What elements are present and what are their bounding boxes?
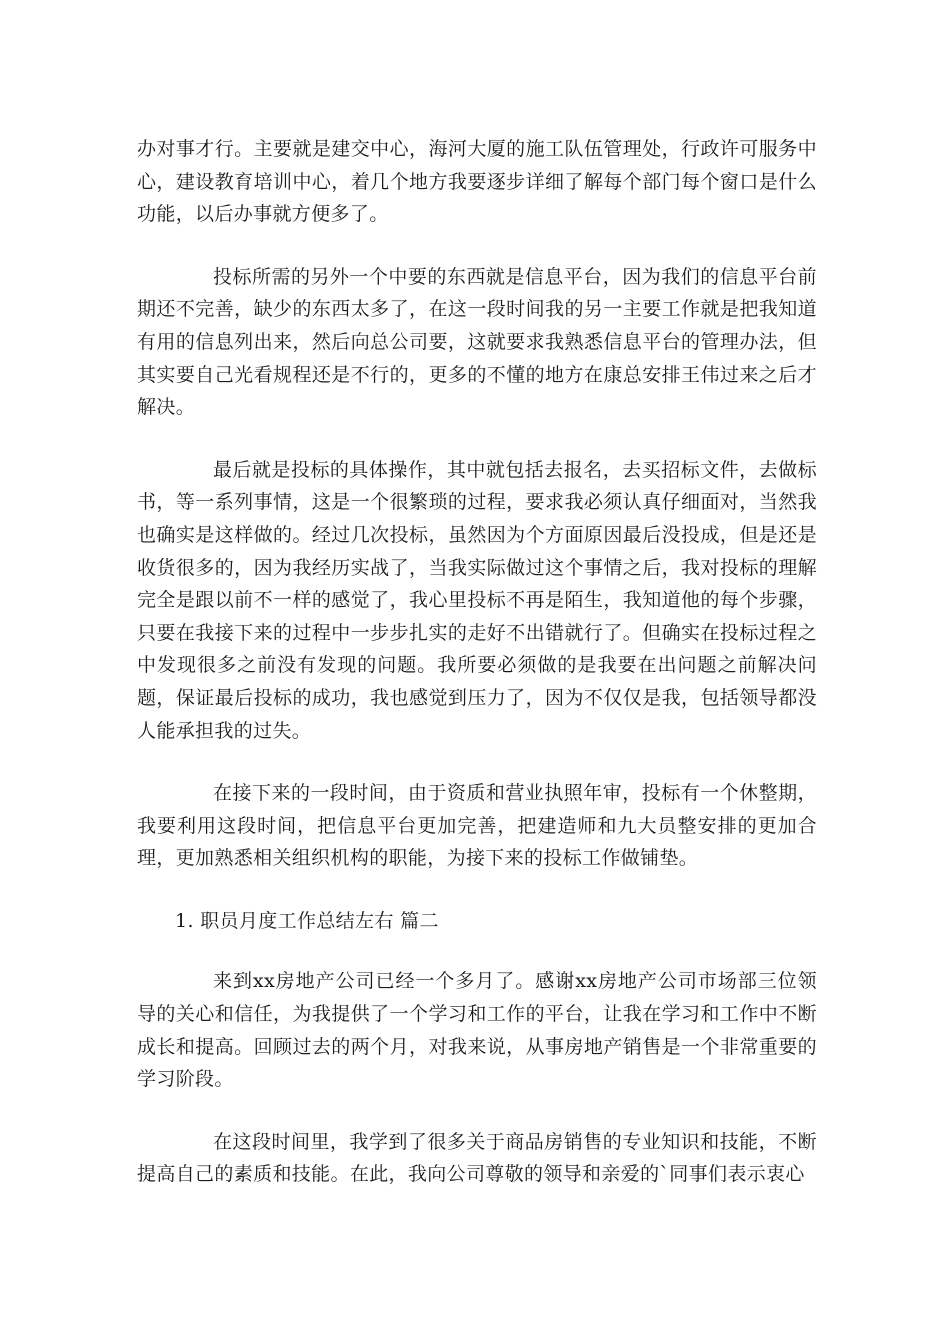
paragraph-continuation: 办对事才行。主要就是建交中心，海河大厦的施工队伍管理处，行政许可服务中心，建设教育培训中心，着几个地方我要逐步详细了解每个部门每个窗口是什么功能，以后办事就方便多了。: [137, 138, 817, 226]
document-body: [137, 133, 817, 1221]
paragraph-info-platform: 投标所需的另外一个中要的东西就是信息平台，因为我们的信息平台前期还不完善，缺少的东西太多了，在这一段时间我的另一主要工作就是把我知道有用的信息列出来，然后向总公司要，这就要求我熟悉信息平台的管理办法，但其实要自己光看规程还是不行的，更多的不懂的地方在康总安排王伟过来之后才解决。: [137, 265, 817, 419]
section-heading: 1. 职员月度工作总结左右 篇二: [175, 909, 439, 932]
paragraph-real-estate-intro: 来到xx房地产公司已经一个多月了。感谢xx房地产公司市场部三位领导的关心和信任，为我提供了一个学习和工作的平台，让我在学习和工作中不断成长和提高。回顾过去的两个月，对我来说，从事房地产销售是一个非常重要的学习阶段。: [137, 970, 817, 1091]
paragraph-learning: 在这段时间里，我学到了很多关于商品房销售的专业知识和技能，不断提高自己的素质和技能。在此，我向公司尊敬的领导和亲爱的`同事们表示衷心: [137, 1130, 817, 1186]
paragraph-bidding-operation: 最后就是投标的具体操作，其中就包括去报名，去买招标文件，去做标书，等一系列事情，这是一个很繁琐的过程，要求我必须认真仔细面对，当然我也确实是这样做的。经过几次投标，虽然因为个方面原因最后没投成，但是还是收货很多的，因为我经历实战了，当我实际做过这个事情之后，我对投标的理解完全是跟以前不一样的感觉了，我心里投标不再是陌生，我知道他的每个步骤，只要在我接下来的过程中一步步扎实的走好不出错就行了。但确实在投标过程之中发现很多之前没有发现的问题。我所要必须做的是我要在出问题之前解决问题，保证最后投标的成功，我也感觉到压力了，因为不仅仅是我，包括领导都没人能承担我的过失。: [137, 458, 817, 742]
paragraph-next-period: 在接下来的一段时间，由于资质和营业执照年审，投标有一个休整期，我要利用这段时间，把信息平台更加完善，把建造师和九大员整安排的更加合理，更加熟悉相关组织机构的职能，为接下来的投标工作做铺垫。: [137, 782, 817, 870]
